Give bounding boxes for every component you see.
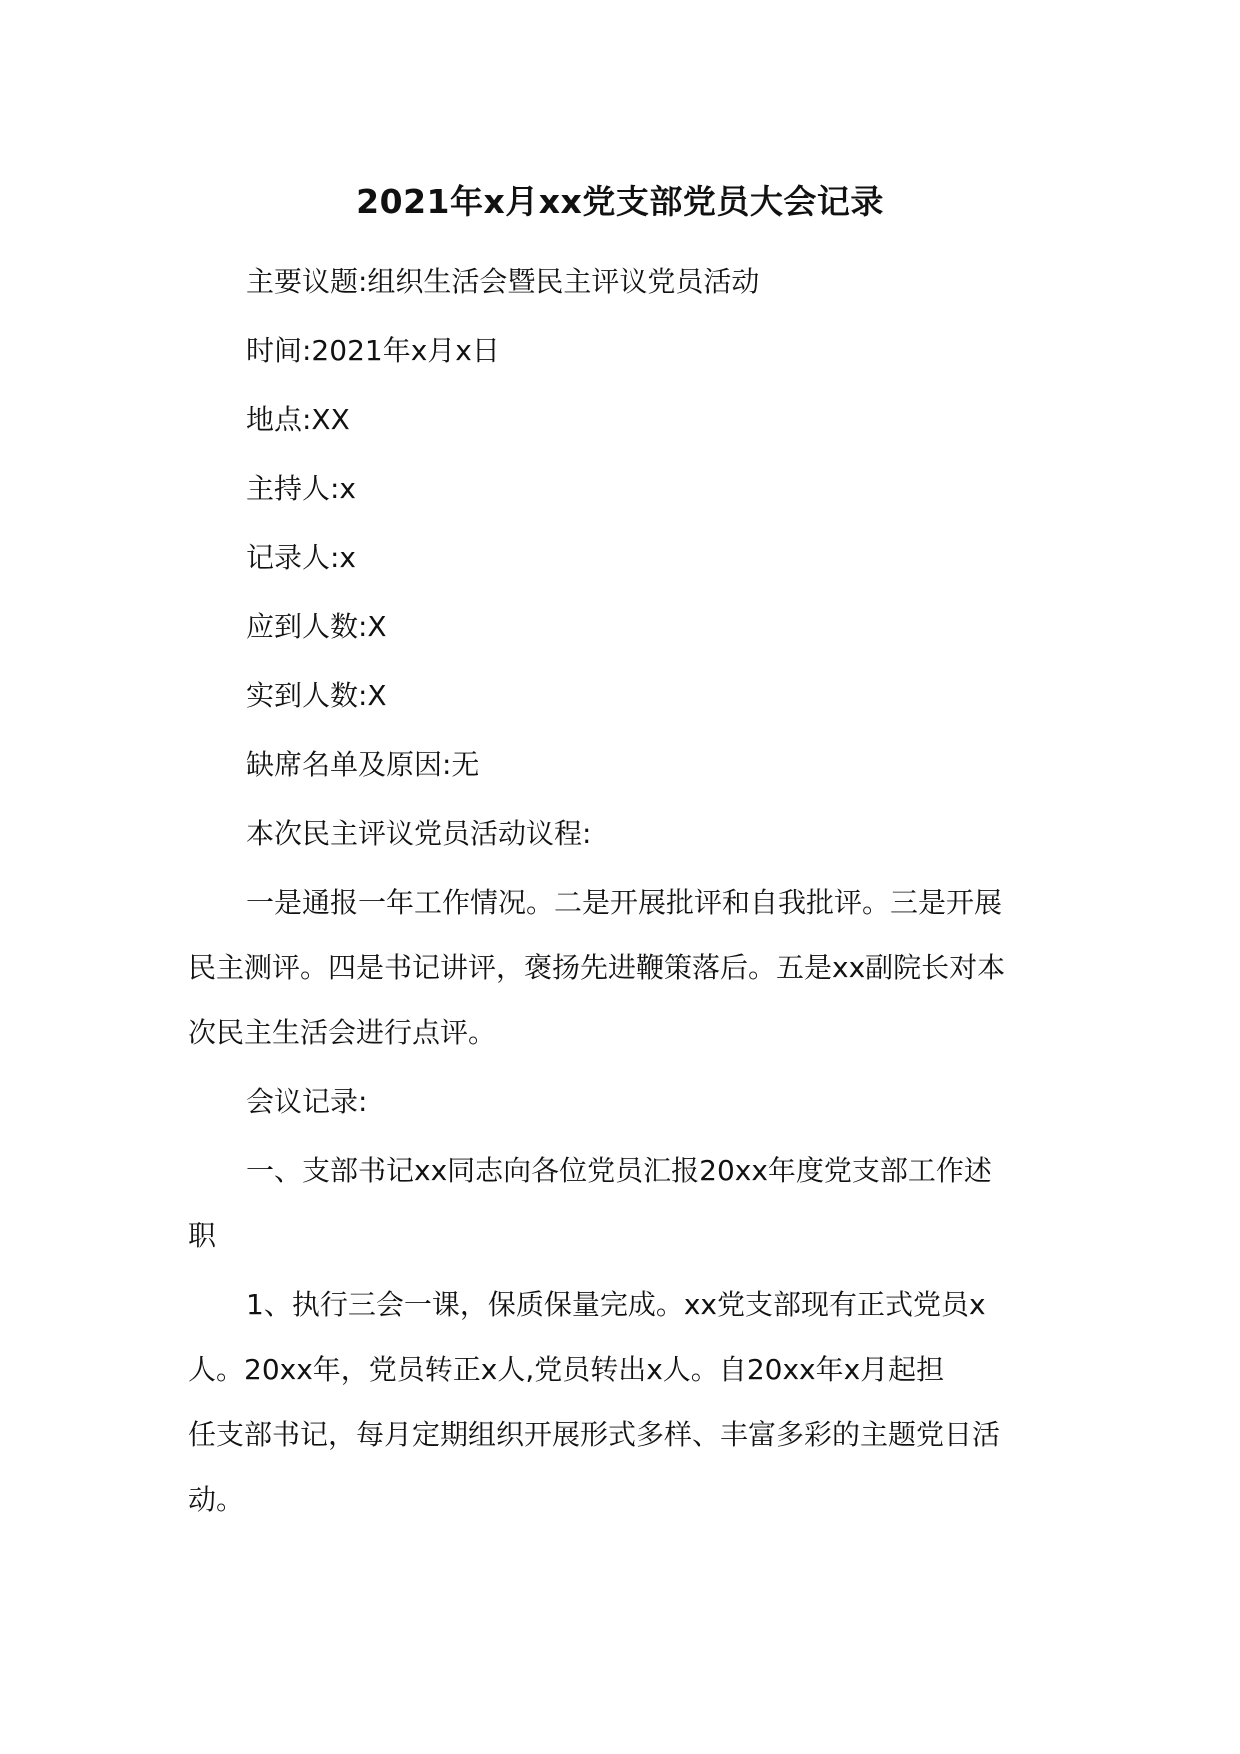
document-title: 2021年x月xx党支部党员大会记录	[356, 182, 884, 221]
item-one-line: 动。	[188, 1483, 245, 1516]
agenda-line: 民主测评。四是书记讲评，褒扬先进鞭策落后。五是xx副院长对本	[188, 951, 1006, 984]
item-one-line: 任支部书记，每月定期组织开展形式多样、丰富多彩的主题党日活	[188, 1418, 1001, 1451]
section-one-line: 职	[188, 1219, 217, 1252]
section-one-line: 一、支部书记xx同志向各位党员汇报20xx年度党支部工作述	[246, 1154, 992, 1187]
document-body	[188, 249, 1068, 1536]
meeting-place: 地点:XX	[246, 403, 350, 436]
item-one-line: 1、执行三会一课，保质保量完成。xx党支部现有正式党员x	[246, 1288, 986, 1321]
section-one-paragraph	[188, 1138, 1068, 1272]
actual-attendance: 实到人数:X	[246, 679, 387, 712]
meeting-time: 时间:2021年x月x日	[246, 334, 500, 367]
meeting-topic: 主要议题:组织生活会暨民主评议党员活动	[246, 265, 760, 298]
agenda-line: 一是通报一年工作情况。二是开展批评和自我批评。三是开展	[246, 886, 1003, 919]
agenda-heading: 本次民主评议党员活动议程:	[246, 817, 592, 850]
agenda-line: 次民主生活会进行点评。	[188, 1016, 497, 1049]
minutes-heading: 会议记录:	[246, 1085, 368, 1118]
item-one-line: 人。20xx年，党员转正x人,党员转出x人。自20xx年x月起担	[188, 1353, 945, 1386]
meeting-recorder: 记录人:x	[246, 541, 357, 574]
absent-list: 缺席名单及原因:无	[246, 748, 480, 781]
item-one-paragraph	[188, 1272, 1068, 1536]
expected-attendance: 应到人数:X	[246, 610, 387, 643]
meeting-host: 主持人:x	[246, 472, 357, 505]
agenda-paragraph	[188, 870, 1068, 1069]
